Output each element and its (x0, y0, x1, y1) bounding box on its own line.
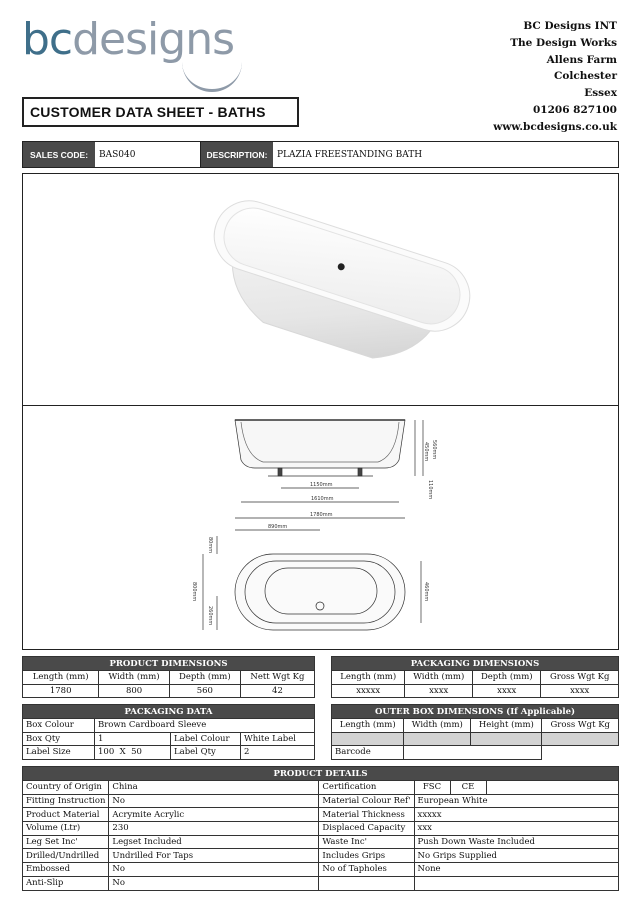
packaging-dimensions-table (331, 656, 619, 698)
dimension-drawing (23, 406, 617, 648)
detail-label: Fitting Instruction (23, 794, 109, 808)
value-length: xxxxx (332, 684, 405, 698)
detail-label: Product Material (23, 808, 109, 822)
header-weight: Gross Wgt Kg (542, 719, 619, 733)
certification-label: Certification (319, 781, 414, 795)
label-size-label: Label Size (23, 746, 95, 760)
detail-label: Volume (Ltr) (23, 822, 109, 836)
box-qty-value: 1 (95, 732, 171, 746)
company-logo (22, 10, 262, 90)
outer-box-title: OUTER BOX DIMENSIONS (If Applicable) (332, 705, 619, 719)
website-link[interactable]: www.bcdesigns.co.uk (493, 120, 617, 133)
detail-label: No of Tapholes (319, 863, 414, 877)
detail-value: Acrymite Acrylic (109, 808, 319, 822)
logo-text-designs: designs (72, 14, 235, 65)
detail-label: Displaced Capacity (319, 822, 414, 836)
value-length: 1780 (23, 684, 99, 698)
detail-value: Push Down Waste Included (414, 835, 618, 849)
value-weight: xxxx (541, 684, 619, 698)
dim-1780: 1780mm (310, 512, 333, 518)
value-weight: 42 (240, 684, 314, 698)
header-width: Width (mm) (99, 671, 169, 685)
dim-800: 800mm (191, 582, 197, 602)
value-width: 800 (99, 684, 169, 698)
bath-photo-image (23, 174, 617, 404)
dim-1610: 1610mm (311, 496, 334, 502)
description-value: PLAZIA FREESTANDING BATH (277, 149, 423, 160)
dim-110: 110mm (427, 480, 433, 500)
product-details-title: PRODUCT DETAILS (23, 767, 619, 781)
header-weight: Gross Wgt Kg (541, 671, 619, 685)
detail-value: Legset Included (109, 835, 319, 849)
header-weight: Nett Wgt Kg (240, 671, 314, 685)
address-line: BC Designs INT (523, 20, 617, 32)
label-colour-value: White Label (241, 732, 315, 746)
barcode-value (404, 746, 542, 760)
address-line: Colchester (553, 70, 617, 83)
company-address (493, 18, 617, 136)
logo-swoosh (182, 62, 242, 92)
fsc-label: FSC (414, 781, 450, 795)
value-depth: xxxx (473, 684, 541, 698)
box-colour-value: Brown Cardboard Sleeve (95, 719, 315, 733)
box-qty-label: Box Qty (23, 732, 95, 746)
detail-value: None (414, 863, 618, 877)
detail-label (319, 876, 414, 890)
dim-260: 260mm (207, 606, 213, 626)
dim-80: 80mm (207, 537, 213, 554)
detail-value: China (109, 781, 319, 795)
header-length: Length (mm) (332, 719, 404, 733)
sales-code-label: SALES CODE: (23, 142, 95, 167)
header-length: Length (mm) (23, 671, 99, 685)
packaging-dimensions-title: PACKAGING DIMENSIONS (332, 657, 619, 671)
detail-label: Material Colour Ref' (319, 794, 414, 808)
outer-box-table (331, 704, 619, 760)
header-length: Length (mm) (332, 671, 405, 685)
value-height (471, 732, 542, 746)
detail-value: No Grips Supplied (414, 849, 618, 863)
dim-460: 460mm (423, 582, 429, 602)
detail-value (414, 876, 618, 890)
detail-label: Waste Inc' (319, 835, 414, 849)
certification-value (486, 781, 618, 795)
label-colour-label: Label Colour (171, 732, 241, 746)
sales-code-bar (22, 141, 619, 168)
barcode-label: Barcode (332, 746, 404, 760)
detail-value: No (109, 876, 319, 890)
detail-value: European White (414, 794, 618, 808)
detail-label: Anti-Slip (23, 876, 109, 890)
detail-value: xxxxx (414, 808, 618, 822)
label-qty-label: Label Qty (171, 746, 241, 760)
detail-label: Material Thickness (319, 808, 414, 822)
label-qty-value: 2 (241, 746, 315, 760)
address-line: Essex (584, 87, 617, 100)
detail-value: xxx (414, 822, 618, 836)
dim-890: 890mm (268, 524, 288, 530)
header-width: Width (mm) (404, 719, 471, 733)
technical-drawing (22, 406, 619, 650)
detail-value: 230 (109, 822, 319, 836)
sales-code-value: BAS040 (95, 142, 201, 167)
dim-450: 450mm (423, 442, 429, 462)
value-width: xxxx (405, 684, 473, 698)
dim-1150: 1150mm (310, 482, 333, 488)
product-details-table (22, 766, 619, 891)
detail-label: Drilled/Undrilled (23, 849, 109, 863)
value-width (404, 732, 471, 746)
detail-label: Leg Set Inc' (23, 835, 109, 849)
value-depth: 560 (169, 684, 240, 698)
logo-text-bc: bc (22, 14, 73, 65)
header-depth: Depth (mm) (169, 671, 240, 685)
header-depth: Depth (mm) (473, 671, 541, 685)
value-weight (542, 732, 619, 746)
packaging-data-table (22, 704, 315, 760)
detail-label: Includes Grips (319, 849, 414, 863)
description-label: DESCRIPTION: (201, 142, 273, 167)
packaging-data-title: PACKAGING DATA (23, 705, 315, 719)
address-line: The Design Works (510, 36, 617, 49)
dim-560: 560mm (431, 440, 437, 460)
header-height: Height (mm) (471, 719, 542, 733)
ce-label: CE (450, 781, 486, 795)
value-length (332, 732, 404, 746)
address-line: Allens Farm (546, 53, 617, 66)
detail-value: Undrilled For Taps (109, 849, 319, 863)
product-photo (22, 173, 619, 406)
phone-number: 01206 827100 (532, 103, 617, 116)
detail-value: No (109, 794, 319, 808)
product-dimensions-table (22, 656, 315, 698)
box-colour-label: Box Colour (23, 719, 95, 733)
header-width: Width (mm) (405, 671, 473, 685)
label-size-value: 100 X 50 (95, 746, 171, 760)
page-title: CUSTOMER DATA SHEET - BATHS (22, 97, 299, 127)
detail-value: No (109, 863, 319, 877)
product-dimensions-title: PRODUCT DIMENSIONS (23, 657, 315, 671)
detail-label: Country of Origin (23, 781, 109, 795)
detail-label: Embossed (23, 863, 109, 877)
